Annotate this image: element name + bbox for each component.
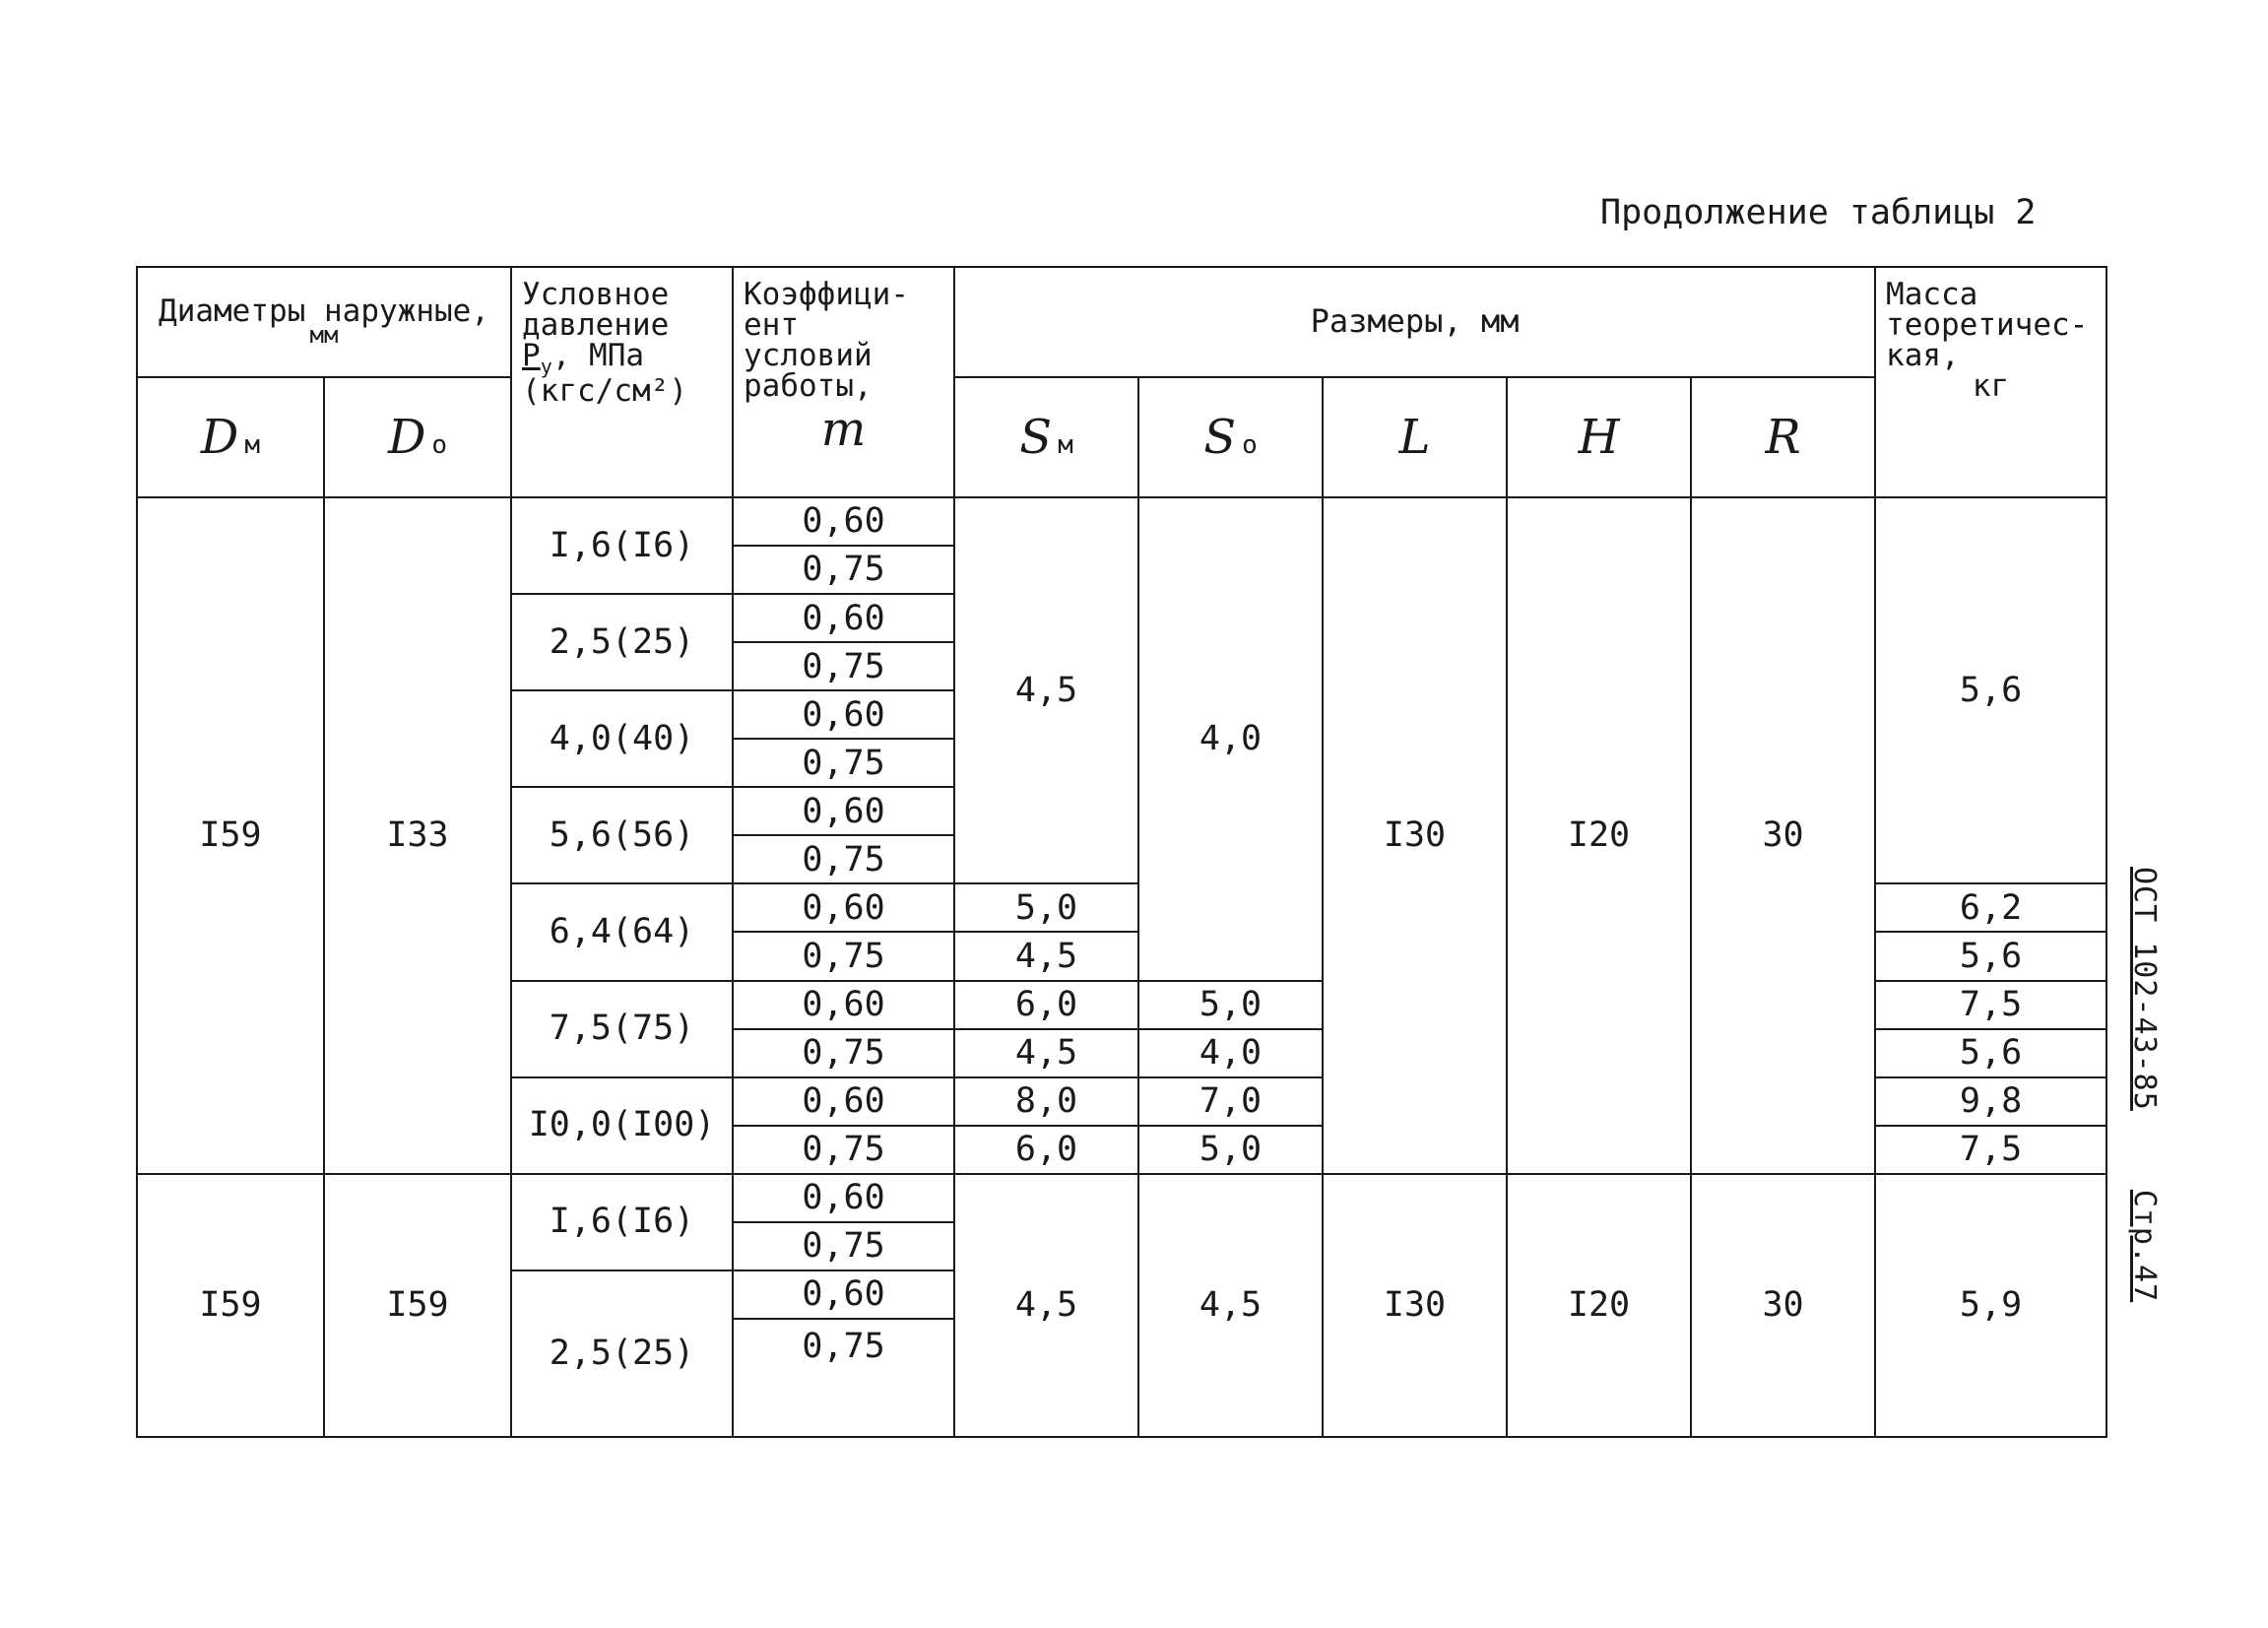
header-h [1507, 377, 1691, 497]
do-symbol: D [387, 409, 426, 465]
header-diameters-label: Диаметры наружные, [159, 293, 489, 329]
g1-mass-top: 5,6 [1875, 497, 2106, 883]
header-mass-line4: кг [1972, 368, 2010, 404]
g2-m: 0,75 [733, 1222, 954, 1270]
header-mass-line1: Масса [1886, 277, 1978, 312]
g2-pressure: I,6(I6) [511, 1174, 733, 1270]
g1-m: 0,75 [733, 932, 954, 980]
header-dm [137, 377, 324, 497]
g1-m: 0,75 [733, 835, 954, 883]
header-do [324, 377, 511, 497]
side-standard: ОСТ 102-43-85 [2127, 867, 2162, 1111]
dm-symbol: D [200, 409, 239, 465]
g1-pressure: 6,4(64) [511, 883, 733, 980]
g1-m: 0,75 [733, 546, 954, 594]
g1-dm: I59 [137, 497, 324, 1173]
g2-pressure: 2,5(25) [511, 1270, 733, 1437]
g1-so: 7,0 [1138, 1077, 1323, 1126]
g1-m: 0,75 [733, 739, 954, 787]
g1-r: 30 [1691, 497, 1875, 1173]
g2-m: 0,60 [733, 1174, 954, 1222]
g1-so-top: 4,0 [1138, 497, 1323, 980]
header-sm [954, 377, 1138, 497]
g1-m: 0,75 [733, 1126, 954, 1174]
g1-sm: 5,0 [954, 883, 1138, 932]
g1-m: 0,60 [733, 690, 954, 739]
g1-mass: 7,5 [1875, 981, 2106, 1029]
g1-m: 0,60 [733, 981, 954, 1029]
header-pressure: Условное давление $P_у$, МПа (кгс/см²) [511, 267, 733, 497]
sm-sub: м [1058, 429, 1073, 460]
g2-m: 0,60 [733, 1270, 954, 1319]
g1-pressure: 4,0(40) [511, 690, 733, 787]
header-pressure-line1: Условное [522, 277, 670, 312]
dm-sub: м [244, 429, 261, 460]
g1-m: 0,60 [733, 787, 954, 835]
header-coefficient [733, 267, 954, 497]
header-pressure-symbol: P [522, 338, 541, 373]
header-diameters [137, 267, 511, 377]
header-so [1138, 377, 1323, 497]
g1-h: I20 [1507, 497, 1691, 1173]
header-l [1323, 377, 1507, 497]
g2-h: I20 [1507, 1174, 1691, 1437]
g1-m: 0,60 [733, 497, 954, 546]
g2-m: 0,75 [733, 1319, 954, 1437]
header-coef-line3: условий [744, 338, 873, 373]
g2-mass: 5,9 [1875, 1174, 2106, 1437]
header-coef-line4: работы, [744, 368, 873, 404]
sm-symbol: S [1019, 409, 1053, 465]
g1-pressure: 7,5(75) [511, 981, 733, 1077]
g1-pressure: I0,0(I00) [511, 1077, 733, 1174]
r-symbol: R [1765, 409, 1801, 465]
g1-sm: 6,0 [954, 1126, 1138, 1174]
g1-m: 0,60 [733, 1077, 954, 1126]
g1-sm: 6,0 [954, 981, 1138, 1029]
header-sizes: Размеры, мм [954, 267, 1875, 377]
g1-pressure: 2,5(25) [511, 594, 733, 690]
g1-sm: 8,0 [954, 1077, 1138, 1126]
header-coef-line2: ент [744, 307, 800, 343]
header-mass-line3: кая, [1886, 338, 1960, 373]
g1-mass: 6,2 [1875, 883, 2106, 932]
l-symbol: L [1398, 409, 1431, 465]
g1-mass: 5,6 [1875, 1029, 2106, 1077]
g1-so: 5,0 [1138, 981, 1323, 1029]
header-coef-symbol: m [820, 402, 867, 457]
so-sub: о [1242, 429, 1258, 460]
header-mass [1875, 267, 2106, 497]
g1-mass: 7,5 [1875, 1126, 2106, 1174]
g1-so: 5,0 [1138, 1126, 1323, 1174]
g2-dm: I59 [137, 1174, 324, 1437]
g2-so: 4,5 [1138, 1174, 1323, 1437]
g1-m: 0,60 [733, 594, 954, 642]
header-pressure-line2: давление [522, 307, 670, 343]
g1-sm: 4,5 [954, 1029, 1138, 1077]
h-symbol: H [1578, 409, 1620, 465]
g1-m: 0,75 [733, 1029, 954, 1077]
header-pressure-line4: (кгс/см²) [522, 373, 687, 409]
g2-l: I30 [1323, 1174, 1507, 1437]
side-page: Стр.47 [2127, 1189, 2162, 1303]
g1-l: I30 [1323, 497, 1507, 1173]
side-stamp [2127, 867, 2162, 1302]
g1-pressure: 5,6(56) [511, 787, 733, 883]
g2-sm: 4,5 [954, 1174, 1138, 1437]
g1-m: 0,75 [733, 642, 954, 690]
header-pressure-unit: , МПа [551, 338, 645, 373]
g2-do: I59 [324, 1174, 511, 1437]
g1-pressure: I,6(I6) [511, 497, 733, 594]
g1-sm: 4,5 [954, 932, 1138, 980]
g1-mass: 5,6 [1875, 932, 2106, 980]
do-sub: о [431, 429, 448, 460]
header-coef-line1: Коэффици- [744, 277, 909, 312]
header-diameters-unit: мм [309, 321, 339, 350]
header-r [1691, 377, 1875, 497]
so-symbol: S [1203, 409, 1237, 465]
table-caption: Продолжение таблицы 2 [1600, 193, 2037, 232]
g1-so: 4,0 [1138, 1029, 1323, 1077]
g2-r: 30 [1691, 1174, 1875, 1437]
g1-m: 0,60 [733, 883, 954, 932]
g1-mass: 9,8 [1875, 1077, 2106, 1126]
g1-do: I33 [324, 497, 511, 1173]
g1-sm-top: 4,5 [954, 497, 1138, 883]
dimensions-table [136, 266, 2107, 1438]
header-mass-line2: теоретичес- [1886, 307, 2089, 343]
